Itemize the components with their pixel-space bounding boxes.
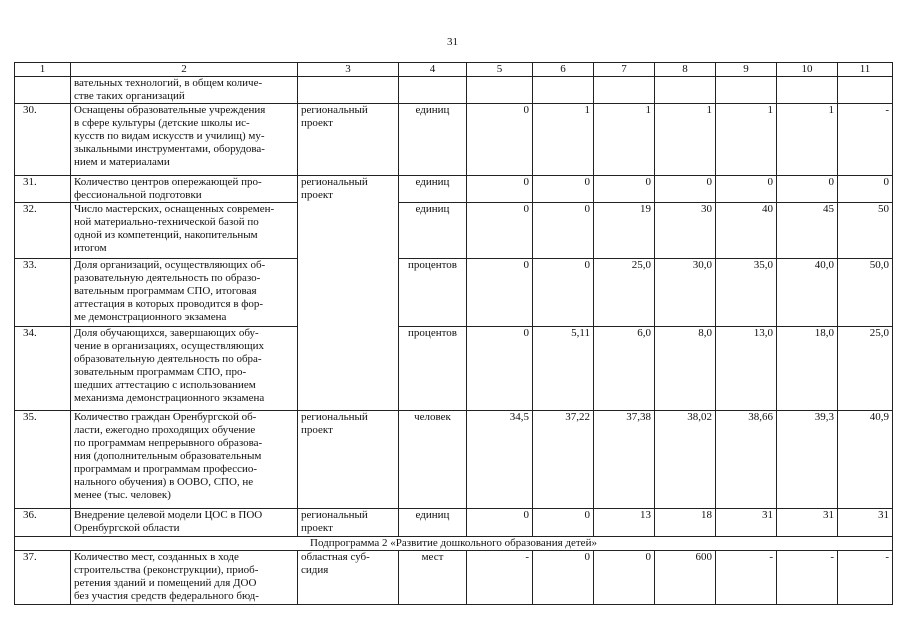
indicator-name: Доля организаций, осуществляющих об- разовательную деятельность по образо- вательным программам СПО, итоговая аттестация в которых проводится в фор- ме демонстрационного экзамена [71,259,298,327]
value-cell: 6,0 [594,327,655,411]
value-cell: 0 [777,176,838,203]
value-cell: 37,38 [594,411,655,509]
value-cell: 0 [533,203,594,259]
value-cell: 30,0 [655,259,716,327]
header-cell: 5 [467,63,533,77]
value-cell: 31 [838,509,893,537]
value-cell: 50 [838,203,893,259]
value-cell: - [467,551,533,605]
value-cell: 0 [533,176,594,203]
source-cell: областная суб- сидия [298,551,399,605]
table-row [15,259,893,327]
indicator-name: Внедрение целевой модели ЦОС в ПОО Оренбургской области [71,509,298,537]
table-row [15,104,893,176]
value-cell: 1 [716,104,777,176]
indicator-name: Количество мест, созданных в ходе строительства (реконструкции), приоб- ретения зданий и помещений для ДОО без участия средств федерального бюд- [71,551,298,605]
value-cell: 0 [467,176,533,203]
value-cell: 0 [594,551,655,605]
header-cell: 8 [655,63,716,77]
value-cell: 0 [716,176,777,203]
value-cell: 40,0 [777,259,838,327]
header-cell: 3 [298,63,399,77]
value-cell: 600 [655,551,716,605]
row-number: 36. [15,509,71,537]
value-cell: 13,0 [716,327,777,411]
value-cell: - [716,551,777,605]
table-row [15,509,893,537]
value-cell: - [838,551,893,605]
row-number: 30. [15,104,71,176]
value-cell: 13 [594,509,655,537]
indicators-table [14,62,893,605]
table-row [15,411,893,509]
subprogram-title: Подпрограмма 2 «Развитие дошкольного образования детей» [15,537,893,551]
unit-cell: единиц [399,176,467,203]
value-cell: 0 [838,176,893,203]
unit-cell: процентов [399,327,467,411]
value-cell: 40,9 [838,411,893,509]
value-cell: 0 [655,176,716,203]
value-cell: 0 [533,259,594,327]
source-cell: региональный проект [298,176,399,411]
value-cell: 0 [467,104,533,176]
header-cell: 4 [399,63,467,77]
value-cell: - [777,551,838,605]
header-cell: 1 [15,63,71,77]
row-number: 35. [15,411,71,509]
table-row [15,176,893,203]
value-cell: 1 [777,104,838,176]
value-cell: 0 [467,327,533,411]
value-cell: 5,11 [533,327,594,411]
table-row [15,203,893,259]
value-cell: 0 [533,509,594,537]
value-cell: 38,02 [655,411,716,509]
value-cell: 25,0 [594,259,655,327]
value-cell: 8,0 [655,327,716,411]
row-number: 37. [15,551,71,605]
header-row [15,63,893,77]
value-cell: 1 [533,104,594,176]
value-cell: 1 [594,104,655,176]
row-number: 32. [15,203,71,259]
source-cell: региональный проект [298,411,399,509]
source-cell: региональный проект [298,104,399,176]
value-cell: 31 [716,509,777,537]
header-cell: 11 [838,63,893,77]
page-number: 31 [447,36,458,48]
value-cell: 0 [594,176,655,203]
row-number: 34. [15,327,71,411]
subprogram-row [15,537,893,551]
value-cell: 1 [655,104,716,176]
value-cell: 31 [777,509,838,537]
value-cell: 18,0 [777,327,838,411]
value-cell: 35,0 [716,259,777,327]
header-cell: 6 [533,63,594,77]
table-row [15,327,893,411]
unit-cell: единиц [399,203,467,259]
value-cell: 19 [594,203,655,259]
unit-cell: человек [399,411,467,509]
value-cell: 39,3 [777,411,838,509]
header-cell: 7 [594,63,655,77]
indicator-name: Доля обучающихся, завершающих обу- чение в организациях, осуществляющих образовательную деятельность по обра- зовательным программам СПО, про- шедших аттестацию с использованием механизма демонстрационного экзамена [71,327,298,411]
source-cell: региональный проект [298,509,399,537]
value-cell: 38,66 [716,411,777,509]
unit-cell: единиц [399,104,467,176]
value-cell: 0 [467,203,533,259]
value-cell: 0 [467,509,533,537]
continuation-row [15,77,893,104]
value-cell: 25,0 [838,327,893,411]
value-cell: 18 [655,509,716,537]
value-cell: 45 [777,203,838,259]
unit-cell: процентов [399,259,467,327]
value-cell: - [838,104,893,176]
row-number: 33. [15,259,71,327]
indicator-name: Количество центров опережающей про- фессиональной подготовки [71,176,298,203]
continuation-text: вательных технологий, в общем количе- стве таких организаций [71,77,298,104]
value-cell: 34,5 [467,411,533,509]
value-cell: 0 [467,259,533,327]
header-cell: 2 [71,63,298,77]
table-row [15,551,893,605]
unit-cell: мест [399,551,467,605]
indicator-name: Число мастерских, оснащенных современ- ной материально-технической базой по одной из компетенций, накопительным итогом [71,203,298,259]
indicator-name: Оснащены образовательные учреждения в сфере культуры (детские школы ис- кусств по видам искусств и училищ) му- зыкальными инструментами, оборудова- нием и материалами [71,104,298,176]
value-cell: 50,0 [838,259,893,327]
value-cell: 40 [716,203,777,259]
row-number: 31. [15,176,71,203]
unit-cell: единиц [399,509,467,537]
indicator-name: Количество граждан Оренбургской об- ласти, ежегодно проходящих обучение по программам непрерывного образова- ния (дополнительным образовательным программам и программам профессио- нального обучения) в ООВО, СПО, не менее (тыс. человек) [71,411,298,509]
value-cell: 30 [655,203,716,259]
value-cell: 37,22 [533,411,594,509]
value-cell: 0 [533,551,594,605]
header-cell: 9 [716,63,777,77]
header-cell: 10 [777,63,838,77]
